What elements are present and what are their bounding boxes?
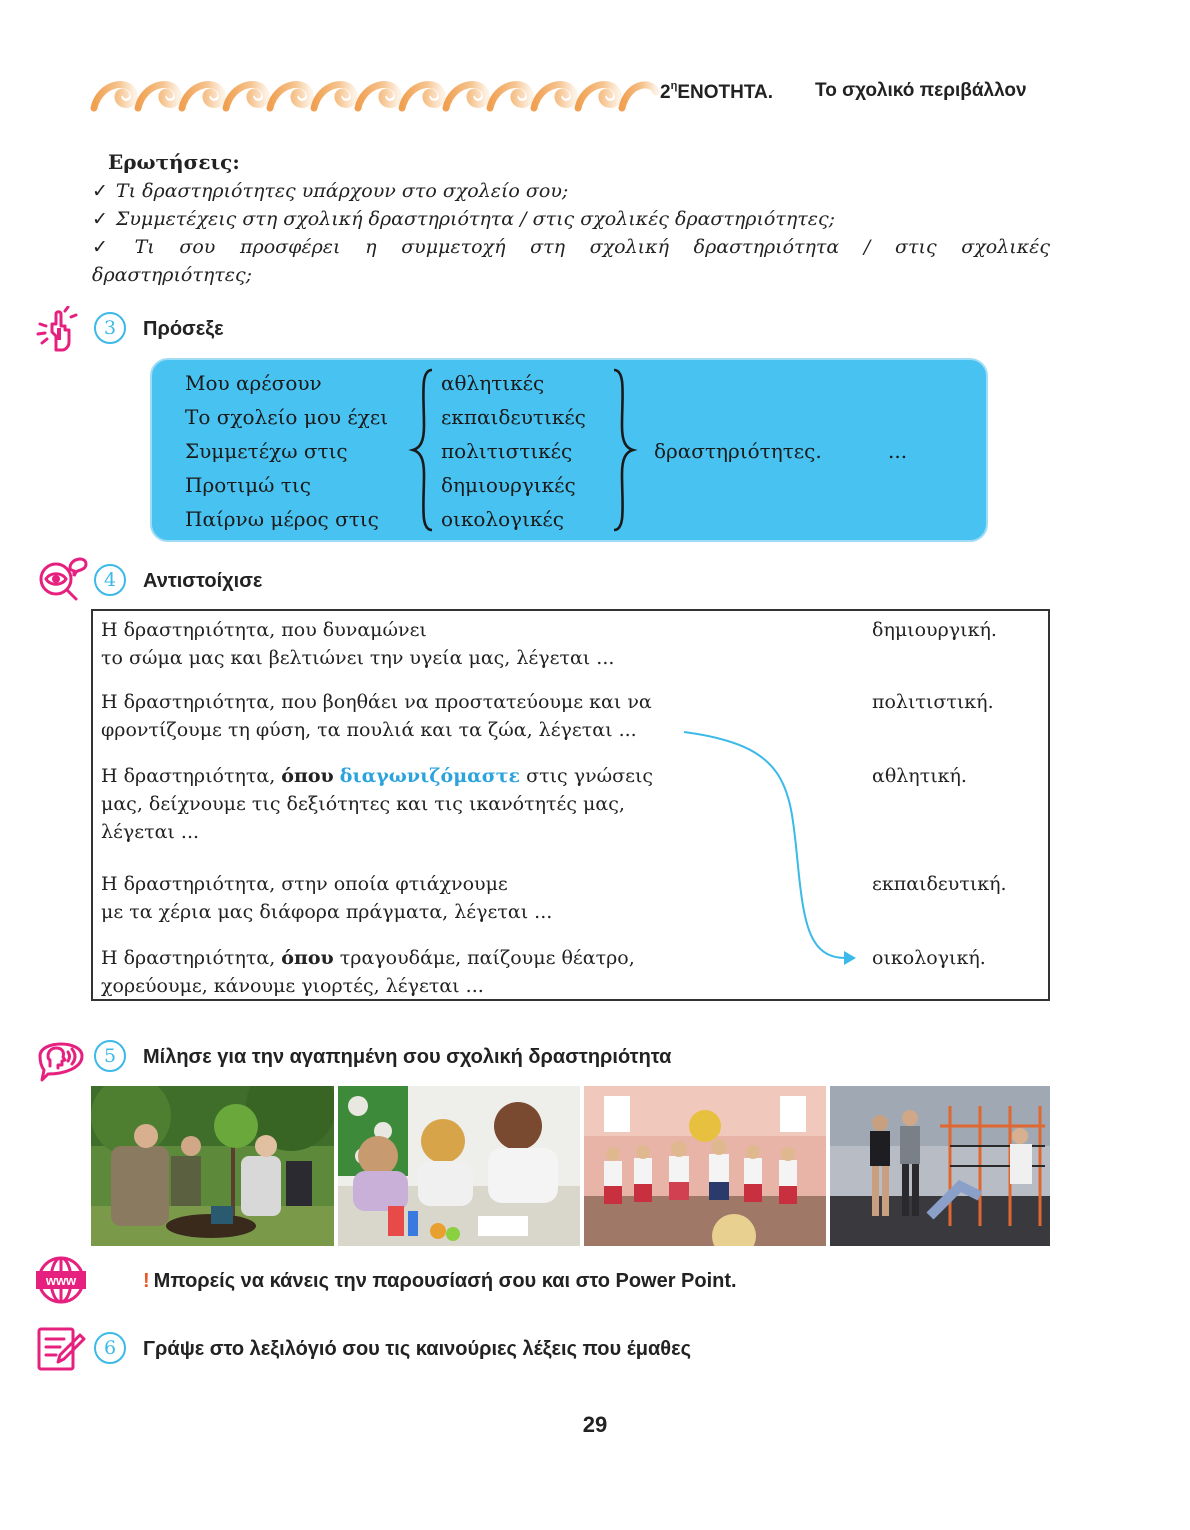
- box-noun: δραστηριότητες.: [654, 439, 822, 463]
- question-item: ✓ Τι σου προσφέρει η συμμετοχή στη σχολική δραστηριότητα / στις σχολικές: [92, 236, 1051, 258]
- match-sentence-2: Η δραστηριότητα, που βοηθάει να προστατεύουμε και να φροντίζουμε τη φύση, τα πουλιά και τα ζώα, λέγεται ...: [101, 691, 652, 741]
- page-number: 29: [582, 1412, 608, 1437]
- section-number-3: 3: [94, 312, 126, 344]
- match-answer-4: εκπαιδευτική.: [872, 873, 1007, 895]
- box-adjectives: αθλητικές εκπαιδευτικές πολιτιστικές δημιουργικές οικολογικές: [441, 371, 586, 531]
- section-number-5: 5: [94, 1040, 126, 1072]
- section-title-3: Πρόσεξε: [143, 318, 224, 340]
- section-number-6: 6: [94, 1332, 126, 1364]
- photo-sports: [830, 1086, 1050, 1246]
- match-answer-1: δημιουργική.: [872, 619, 997, 641]
- question-item-continued: δραστηριότητες;: [92, 264, 253, 286]
- notepad-pencil-icon: [36, 1326, 86, 1372]
- right-brace: [608, 366, 638, 534]
- box-ellipsis: ...: [888, 439, 908, 463]
- match-sentence-5: Η δραστηριότητα, όπου τραγουδάμε, παίζουμε θέατρο, χορεύουμε, κάνουμε γιορτές, λέγεται ...: [101, 947, 635, 997]
- question-item: ✓ Συμμετέχεις στη σχολική δραστηριότητα / στις σχολικές δραστηριότητες;: [92, 208, 835, 230]
- unit-title: Το σχολικό περιβάλλον: [815, 80, 1027, 101]
- unit-label: $2^\eta ENOTHTA$.: [660, 80, 774, 103]
- photo-folk-dance: [584, 1086, 826, 1246]
- match-sentence-1: Η δραστηριότητα, που δυναμώνει το σώμα μας και βελτιώνει την υγεία μας, λέγεται ...: [101, 619, 615, 669]
- pointing-hand-icon: [34, 306, 80, 352]
- section-number-4: 4: [94, 564, 126, 596]
- box-left-phrases: Μου αρέσουν Το σχολείο μου έχει Συμμετέχω στις Προτιμώ τις Παίρνω μέρος στις: [185, 371, 389, 531]
- section-title-5: Μίλησε για την αγαπημένη σου σχολική δραστηριότητα: [143, 1046, 672, 1068]
- match-answer-3: αθλητική.: [872, 765, 967, 787]
- exclamation-mark: !: [143, 1270, 150, 1292]
- match-sentence-4: Η δραστηριότητα, στην οποία φτιάχνουμε με τα χέρια μας διάφορα πράγματα, λέγεται ...: [101, 873, 553, 923]
- left-brace: [408, 366, 438, 534]
- speaking-head-icon: [34, 1030, 88, 1082]
- globe-www-icon: [34, 1254, 88, 1306]
- power-point-note: ! Μπορείς να κάνεις την παρουσίασή σου και στο Power Point.: [143, 1270, 737, 1292]
- example-match-arrow: [670, 726, 870, 976]
- match-answer-5: οικολογική.: [872, 947, 986, 969]
- match-answer-2: πολιτιστική.: [872, 691, 994, 713]
- photo-art-class: [338, 1086, 580, 1246]
- check-icon: ✓: [92, 236, 127, 258]
- section-title-6: Γράψε στο λεξιλόγιό σου τις καινούριες λέξεις που έμαθες: [143, 1338, 691, 1360]
- section-title-4: Αντιστοίχισε: [143, 570, 263, 592]
- check-icon: ✓: [92, 180, 108, 202]
- check-icon: ✓: [92, 208, 108, 230]
- question-item: ✓ Τι δραστηριότητες υπάρχουν στο σχολείο σου;: [92, 180, 569, 202]
- magnifier-eye-icon: [34, 552, 88, 602]
- highlighted-word: διαγωνιζόμαστε: [339, 765, 521, 787]
- match-sentence-3: Η δραστηριότητα, όπου διαγωνιζόμαστε στις γνώσεις μας, δείχνουμε τις δεξιότητες και τις ικανότητές μας, λέγεται ...: [101, 765, 654, 843]
- meander-decoration: [90, 72, 660, 116]
- questions-heading: Ερωτήσεις:: [108, 150, 240, 174]
- www-label: www: [45, 1273, 77, 1288]
- photo-tree-planting: [91, 1086, 334, 1246]
